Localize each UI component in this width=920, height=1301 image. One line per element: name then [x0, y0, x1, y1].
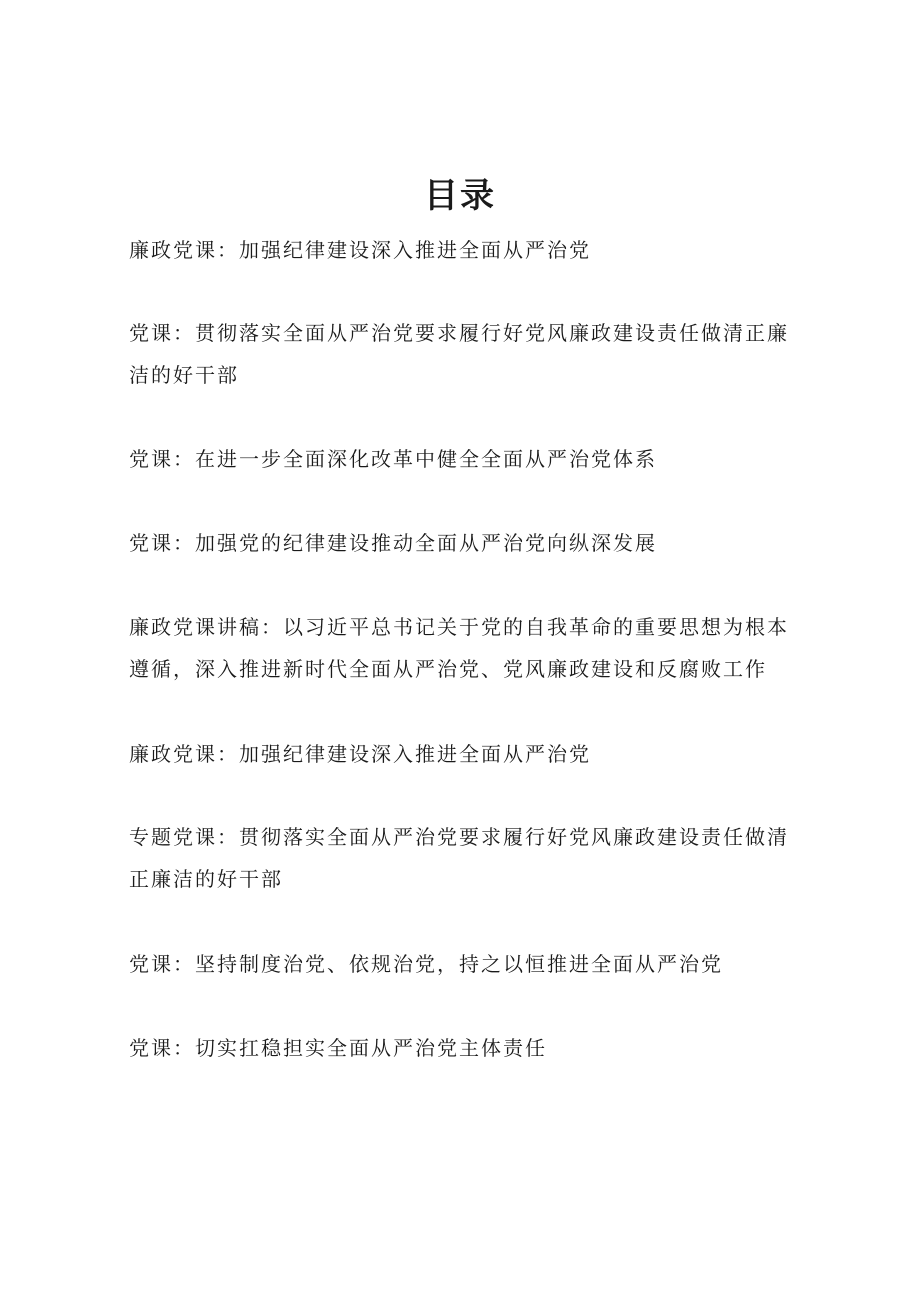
toc-entry-2: 党课：贯彻落实全面从严治党要求履行好党风廉政建设责任做清正廉洁的好干部: [129, 321, 789, 387]
toc-entry-8: 党课：坚持制度治党、依规治党，持之以恒推进全面从严治党: [129, 952, 723, 976]
toc-entry-3: 党课：在进一步全面深化改革中健全全面从严治党体系: [129, 447, 657, 471]
page-title: 目录: [424, 176, 496, 216]
toc-entry-4: 党课：加强党的纪律建设推动全面从严治党向纵深发展: [129, 531, 657, 555]
toc-entry-6: 廉政党课：加强纪律建设深入推进全面从严治党: [129, 742, 591, 766]
toc-entry-1: 廉政党课：加强纪律建设深入推进全面从严治党: [129, 238, 591, 262]
toc-entry-9: 党课：切实扛稳担实全面从严治党主体责任: [129, 1036, 547, 1060]
toc-entry-7: 专题党课：贯彻落实全面从严治党要求履行好党风廉政建设责任做清正廉洁的好干部: [129, 825, 789, 891]
toc-entry-5: 廉政党课讲稿：以习近平总书记关于党的自我革命的重要思想为根本遵循，深入推进新时代全面从严治党、党风廉政建设和反腐败工作: [129, 615, 789, 681]
